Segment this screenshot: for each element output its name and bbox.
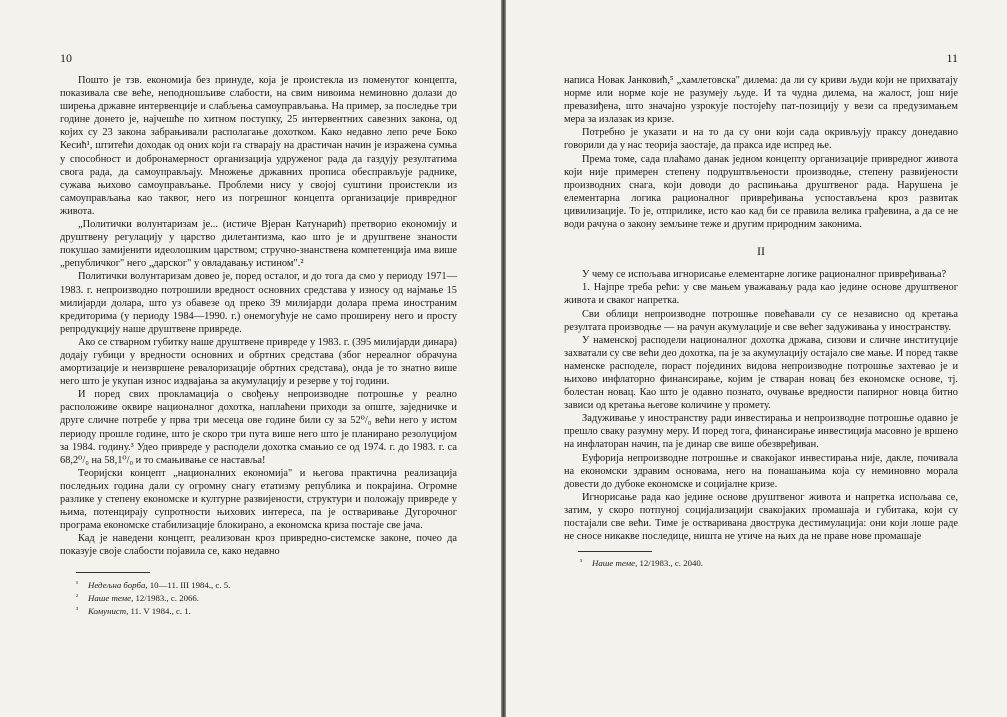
paragraph: Игнорисање рада као једине основе друштвеног живота и напретка испољава се, затим, у скоро потпуној социјализацији свакојаких промашаја и губитака, који су постајали све већи. Тиме је остваривана двострука дестимулација: они који лоше раде не сносе никакве последице, ништа не утиче на њих да не праве нове промашаје (564, 491, 958, 543)
footnote-mark: ² (76, 593, 79, 602)
paragraph: Политички волунтаризам довео је, поред осталог, и до тога да смо у периоду 1971—1983. г. непроизводно потрошили вредност основних средстава у износу од најмање 15 милијарди долара, што уз обавезе од преко 39 милијарди долара према иностраним кредиторима (у периоду 1984—1990. г.) онемогућује не само проширену него и просту репродукцију наше друштвене привреде. (60, 271, 457, 335)
footnote-detail: , 10—11. III 1984., с. 5. (145, 580, 231, 591)
footnote-detail: , 12/1983., с. 2066. (131, 593, 199, 604)
paragraph: Потребно је указати и на то да су они који сада окривљују праксу донедавно говорили да у нас теорија заостаје, да пракса иде испред ње. (564, 127, 958, 152)
paragraph: Сви облици непроизводне потрошње повећавали су се независно од кретања резултата производње — на рачун акумулације и све већег задуживања у иностранству. (564, 308, 958, 333)
footnote-mark: ³ (76, 606, 79, 615)
paragraph: У чему се испољава игнорисање елементарне логике рационалног привређивања? (582, 269, 947, 281)
footnote-source: Наше теме (88, 593, 132, 604)
footnote-detail: , 12/1983., с. 2040. (635, 558, 703, 569)
body-text (564, 74, 958, 543)
paragraph: И поред свих прокламација о свођењу непроизводне потрошње у реално расположиве оквире националног дохотка, наплаћени приходи за опште, заједничке и друге сличне потребе у прва три месеца ове године били су за 52⁰/₀ већи него у истом периоду прошле године, што је скоро три пута више него што је планирано резолуцијом за 1984. годину.³ Удео привреде у расподели дохотка смањио се од 1974. г. до 1983. г. са 68,2⁰/₀ на 58,1⁰/₀ и то смањивање се наставља! (60, 389, 457, 466)
footnote-divider (578, 551, 652, 552)
footnote (76, 591, 457, 604)
paragraph: Кад је наведени концепт, реализован кроз привредно-системске законе, почео да показује своје слабости појавила се, како недавно (60, 533, 457, 558)
paragraph: Према томе, сада плаћамо данак једном концепту организације привредног живота који није примерен степену подруштвљености производње, степену развијености производних снага, који доводи до распињања друштвеног рада. Нарушена је елементарна логика рационалног привређивања успостављена кроз развитак цивилизације. То је, отприлике, исто као кад би се правила велика грађевина, а да се не води рачуна о закону земљине теже и другим природним законима. (564, 153, 958, 231)
paragraph: Еуфорија непроизводне потрошње и свакојаког инвестирања није, дакле, почивала на економски здравим основама, него на понашањима која су неминовно морала довести до дубоке економске и социјалне кризе. (564, 452, 958, 490)
paragraph: написа Новак Јанковић,⁵ „хамлетовска" дилема: да ли су криви људи који не прихватају норме или норме које не разумеју људе. И та чудна дилема, на жалост, још није превазиђена, што значајно узрокује постојећу пат-позицију у вези са предузимањем мера за излазак из кризе. (564, 75, 958, 126)
paragraph: У наменској расподели националног дохотка држава, сизови и сличне институције захватали су све већи део дохотка, па је за акумулацију остајало све мање. И поред такве наменске расподеле, пораст појединих видова непроизводне потрошње захтевао је и њихово инфлаторно финансирање, којим је стваран новац без економске основе, тј. болестан новац. Као што је одавно познато, очување вредности папирног новца битно зависи од кретања његове количине у промету. (564, 334, 958, 412)
body-text (60, 74, 457, 558)
paragraph: Теоријски концепт „националних економија" и његова практична реализација последњих година дали су огромну снагу етатизму република и покрајина. Огромне разлике у степену економске и културне развијености, структури и положају привреде у њима, потенцирају супротности њихових интереса, па је остваривање Дугорочног програма економске стабилизације блокирано, а економска криза постаје све јача. (60, 467, 457, 532)
footnote-mark: ¹ (76, 580, 79, 589)
footnote (76, 604, 457, 617)
footnote (580, 556, 958, 569)
footnotes (60, 578, 457, 617)
paragraph: Ако се стварном губитку наше друштвене привреде у 1983. г. (395 милијарди динара) додају губици у вредности основних и обртних средстава (због нереалног обрачуна амортизације и неизвршене ревалоризације обртних средстава), онда је то знатно више него што је укупан износ издвајања за акумулацију и резерве у тој години. (60, 336, 457, 388)
section-heading: II (757, 244, 765, 259)
footnote-source: Комунист (88, 606, 127, 617)
page-number: 10 (60, 51, 72, 65)
footnote-divider (76, 572, 150, 573)
paragraph: „Политички волунтаризам је... (истиче Вјеран Катунарић) претворио економију и друштвену регулацију у царство дилетантизма, као што је и друштвене знаности покушао замијенити идеолошким царством; стручно-знанствена компетенција има више „републичког" него „дарског" у овладавању истином".² (60, 219, 457, 270)
footnote (76, 578, 457, 591)
footnote-source: Недељна борба (88, 580, 146, 591)
paragraph: Задуживање у иностранству ради инвестирања и непроизводне потрошње одавно је прешло сваку разумну меру. И поред тога, финансирање инвестиција масовно је вршено на инфлаторан начин, па је динар све више обезвређиван. (564, 413, 958, 451)
paragraph: Пошто је тзв. економија без принуде, која је проистекла из поменутог концепта, показивала све веће, неподношљиве слабости, на свим нивоима неминовно долази до ширења државне интервенције и слабљења самоуправљања. На пример, за последње три године донето је, најчешће по хитном поступку, 25 интервентних савезних закона, од којих су 23 закона забрањивали располагање дохотком. Како недавно лепо рече Боко Кесић¹, штитећи доходак од оних који га стварају на драстичан начин је изражена сумња у способност и добронамерност организација удруженог рада да газдују резултатима свога рада, да самоуправљају. Множење државних прописа обесправљује раднике, сужава њихово самоуправљање. Проблеми нису у својој суштини проистекли из самоуправљања као таквог, него из погрешног концепта организације привредног живота. (60, 75, 457, 217)
footnote-mark: ⁵ (580, 558, 583, 567)
footnote-detail: , 11. V 1984., с. 1. (126, 606, 191, 617)
left-page (0, 0, 501, 717)
page-number: 11 (946, 51, 958, 65)
right-page (506, 0, 1007, 717)
footnote-source: Наше теме (592, 558, 636, 569)
footnotes (564, 556, 958, 569)
paragraph: 1. Најпре треба рећи: у све мањем уважавању рада као једине основе друштвеног живота и сваког напретка. (564, 282, 958, 307)
